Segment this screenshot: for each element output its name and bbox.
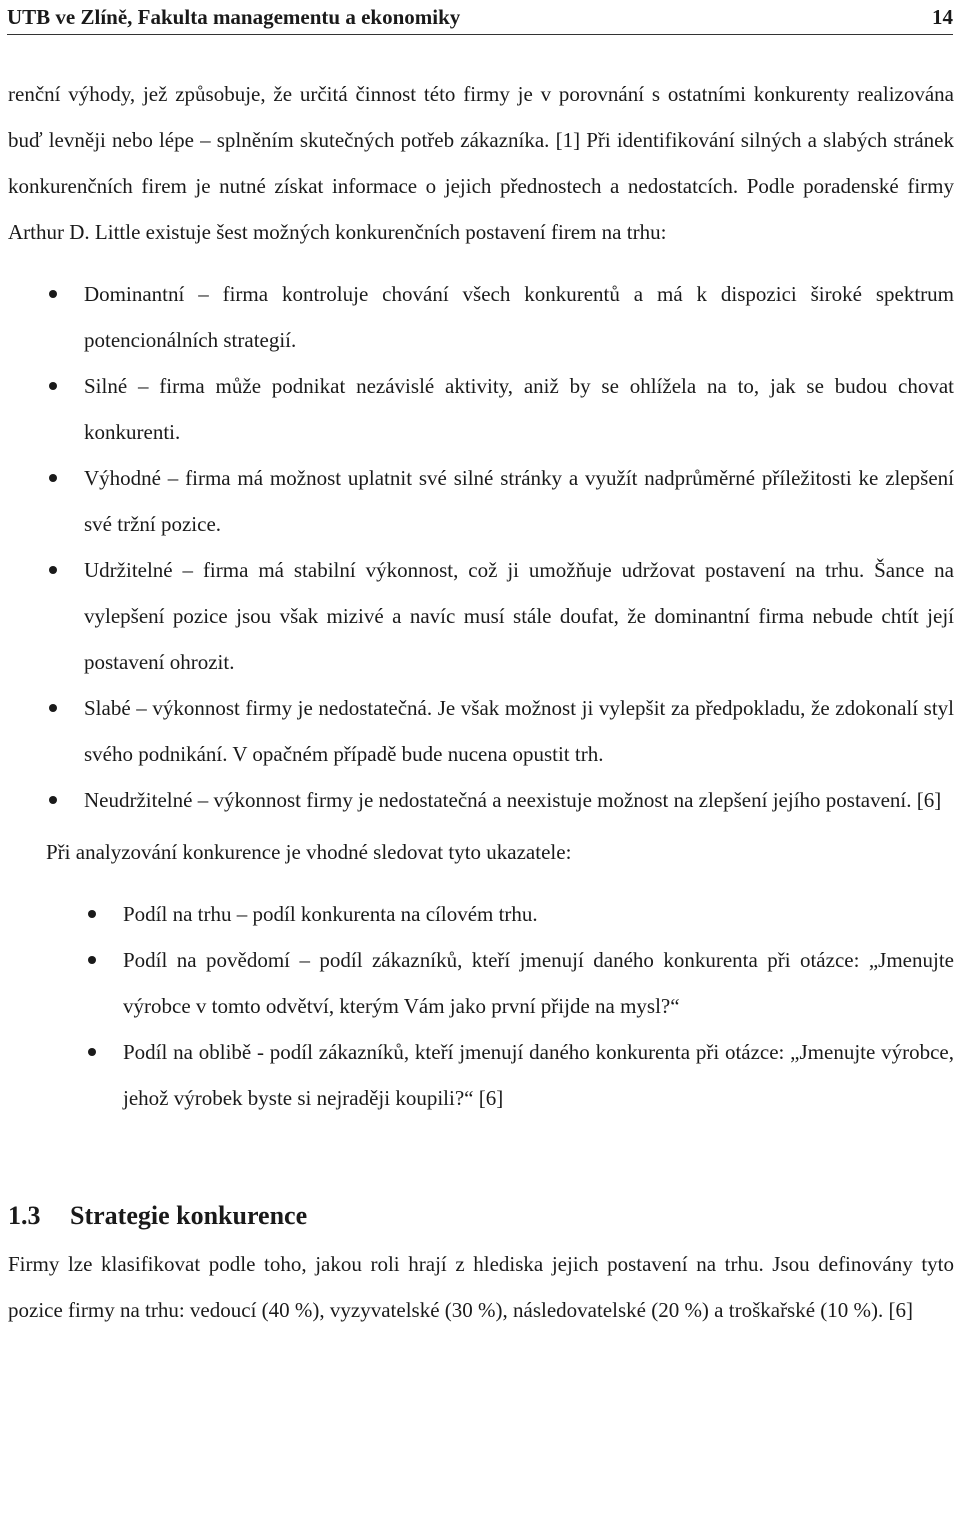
list-item: Silné – firma může podnikat nezávislé aktivity, aniž by se ohlížela na to, jak se budou chovat konkurenti. <box>8 363 954 455</box>
list-item: Slabé – výkonnost firmy je nedostatečná. Je však možnost ji vylepšit za předpokladu, že zdokonalí styl svého podnikání. V opačném případě bude nucena opustit trh. <box>8 685 954 777</box>
page-content <box>8 71 954 1333</box>
section-number: 1.3 <box>8 1201 41 1230</box>
body-paragraph: Při analyzování konkurence je vhodné sledovat tyto ukazatele: <box>46 840 572 864</box>
body-paragraph: Firmy lze klasifikovat podle toho, jakou roli hrají z hlediska jejich postavení na trhu. Jsou definovány tyto pozice firmy na trhu: vedoucí (40 %), vyzyvatelské (30 %), následovatelské (20 %) a troškařské (10 %). [6] <box>8 1252 954 1322</box>
list-item: Podíl na trhu – podíl konkurenta na cílovém trhu. <box>8 891 954 937</box>
indicators-list <box>8 891 954 1121</box>
page-header <box>7 0 953 35</box>
list-item: Dominantní – firma kontroluje chování všech konkurentů a má k dispozici široké spektrum potencionálních strategií. <box>8 271 954 363</box>
competitive-positions-list <box>8 271 954 823</box>
body-paragraph: renční výhody, jež způsobuje, že určitá činnost této firmy je v porovnání s ostatními konkurenty realizována buď levněji nebo lépe – splněním skutečných potřeb zákazníka. [1] Při identifikování silných a slabých stránek konkurenčních firem je nutné získat informace o jejich přednostech a nedostatcích. Podle poradenské firmy Arthur D. Little existuje šest možných konkurenčních postavení firem na trhu: <box>8 82 954 244</box>
list-item: Neudržitelné – výkonnost firmy je nedostatečná a neexistuje možnost na zlepšení jejího postavení. [6] <box>8 777 954 823</box>
list-item: Udržitelné – firma má stabilní výkonnost, což ji umožňuje udržovat postavení na trhu. Šance na vylepšení pozice jsou však mizivé a navíc musí stále doufat, že dominantní firma nebude chtít její postavení ohrozit. <box>8 547 954 685</box>
page-number: 14 <box>932 4 953 29</box>
list-item: Výhodné – firma má možnost uplatnit své silné stránky a využít nadprůměrné příležitosti ke zlepšení své tržní pozice. <box>8 455 954 547</box>
list-item: Podíl na povědomí – podíl zákazníků, kteří jmenují daného konkurenta při otázce: „Jmenujte výrobce v tomto odvětví, kterým Vám jako první přijde na mysl?“ <box>8 937 954 1029</box>
section-heading <box>8 1191 954 1239</box>
header-title: UTB ve Zlíně, Fakulta managementu a ekonomiky <box>7 4 461 29</box>
section-title: Strategie konkurence <box>70 1201 308 1230</box>
list-item: Podíl na oblibě - podíl zákazníků, kteří jmenují daného konkurenta při otázce: „Jmenujte výrobce, jehož výrobek byste si nejraději koupili?“ [6] <box>8 1029 954 1121</box>
